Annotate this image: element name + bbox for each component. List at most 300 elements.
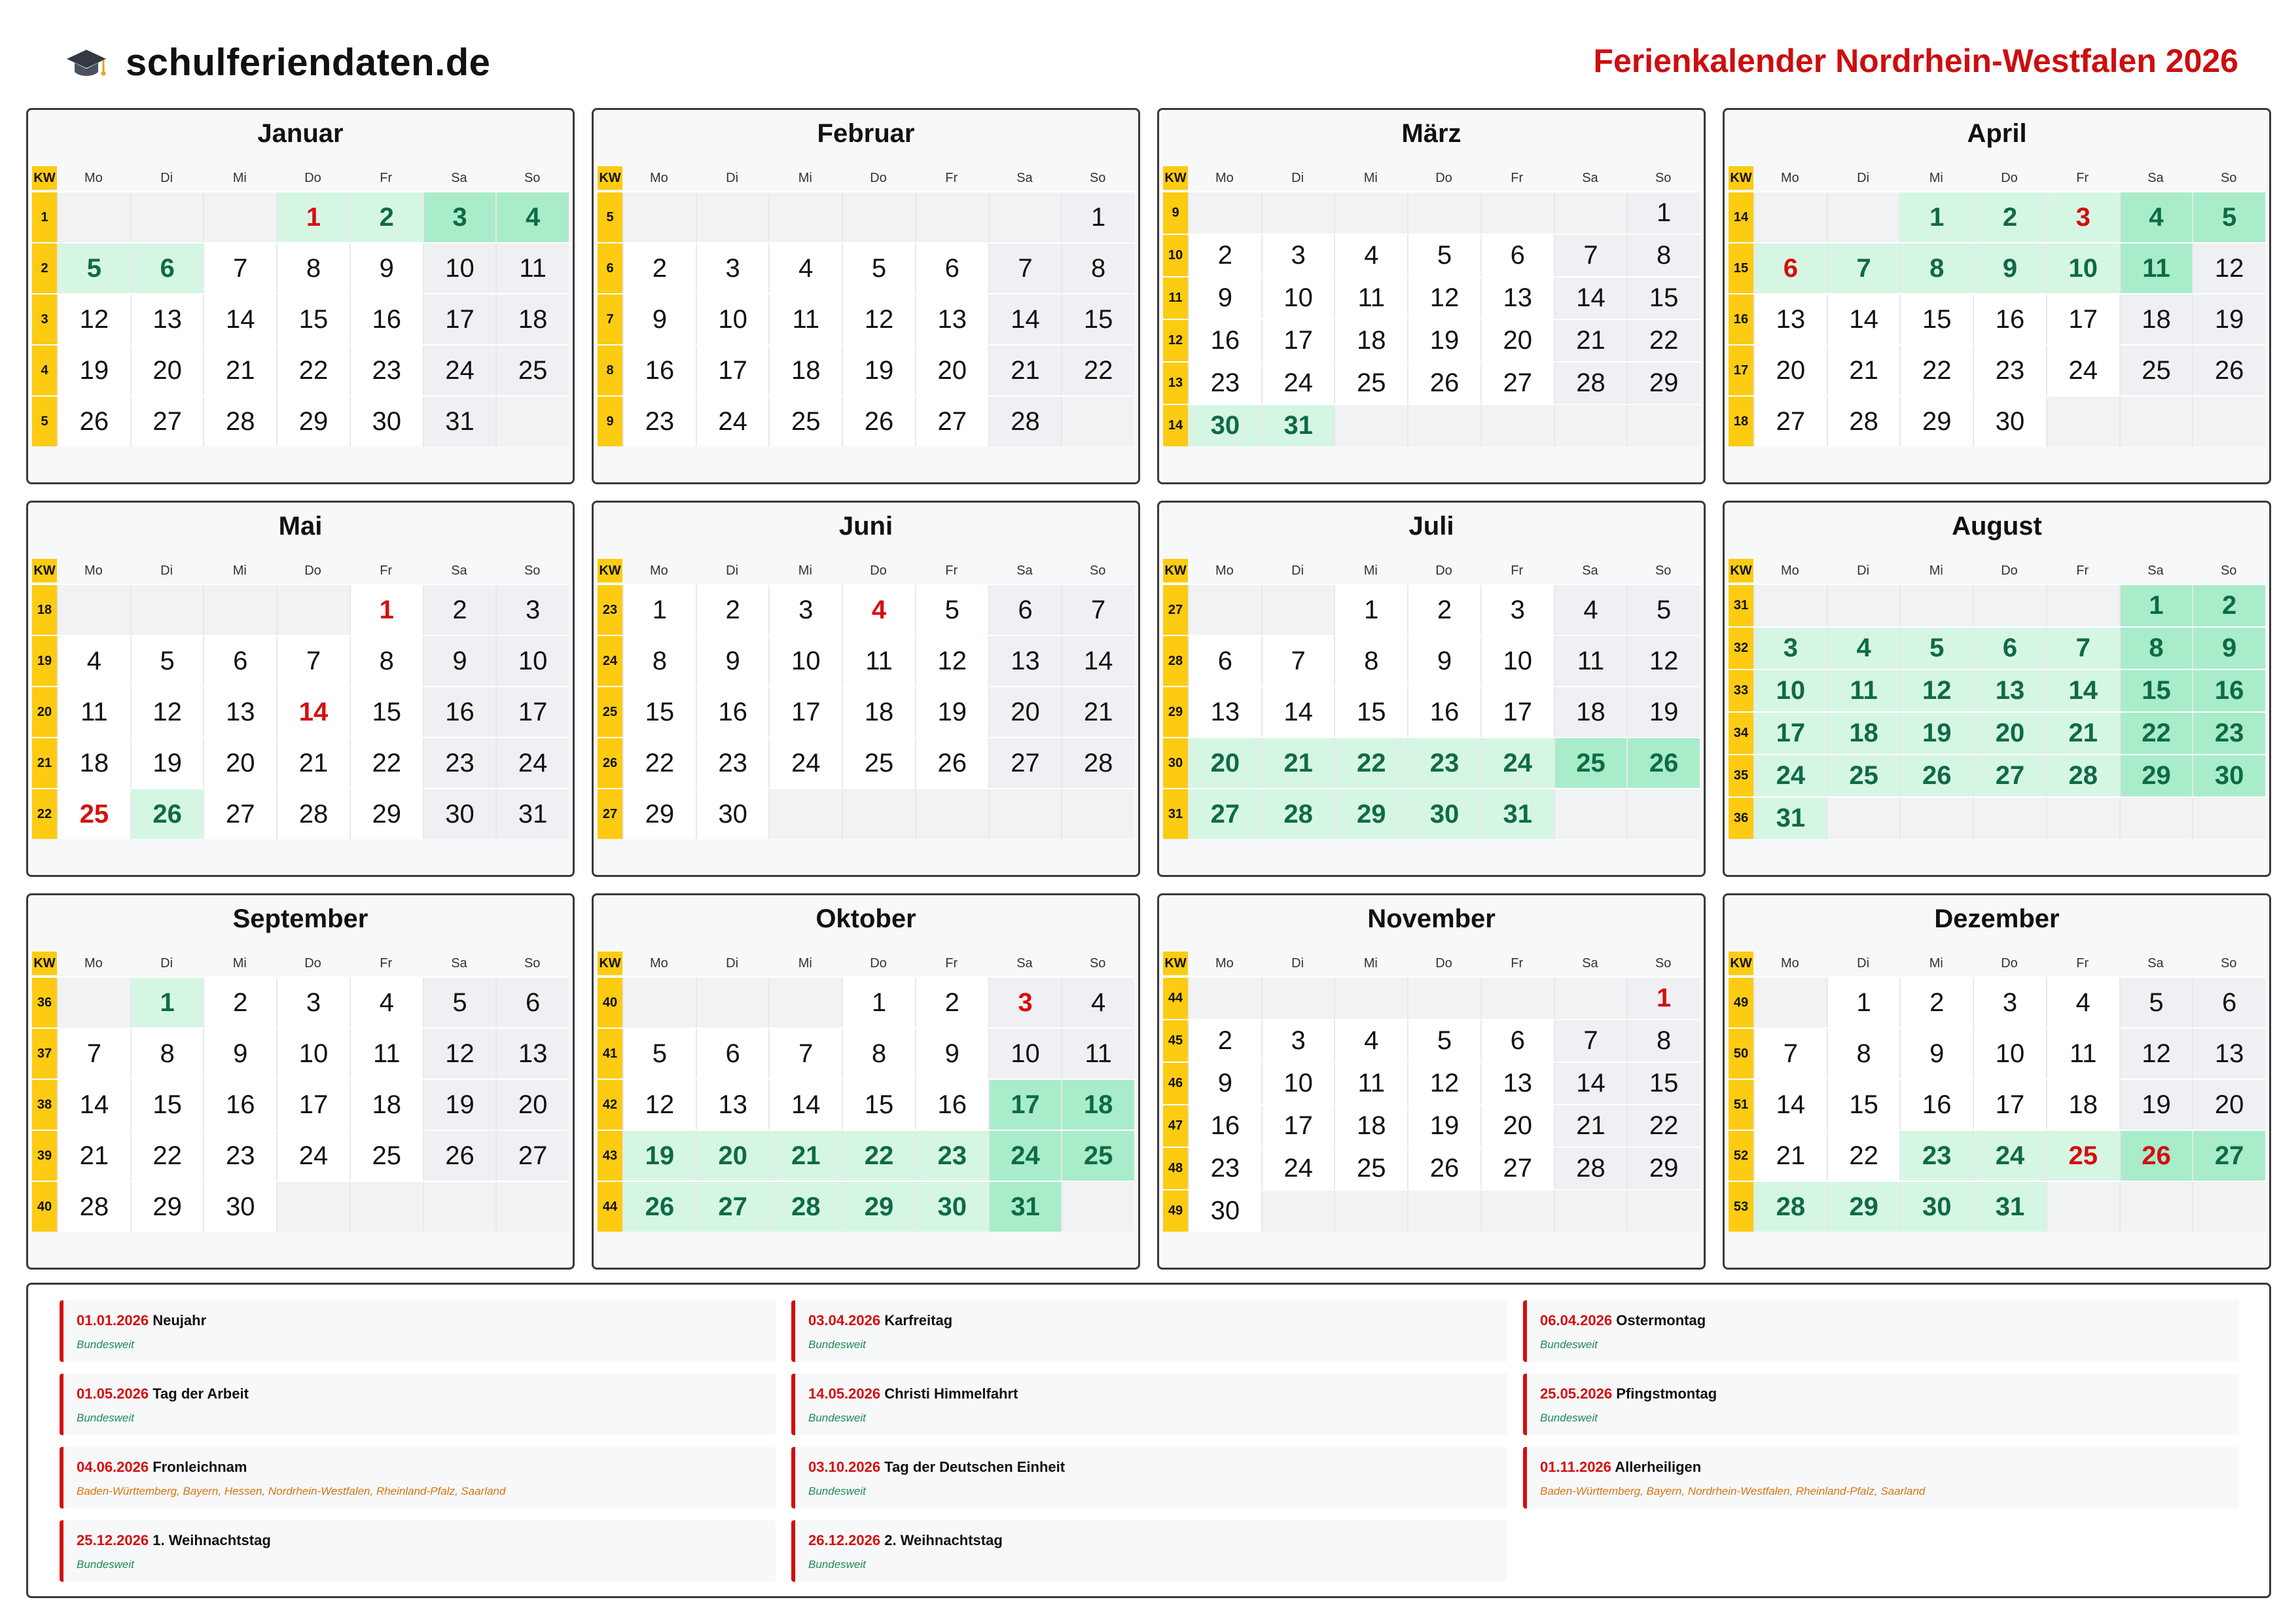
day-cell: 24 xyxy=(768,738,842,788)
week-row xyxy=(1729,754,2265,796)
week-row xyxy=(598,1079,1134,1130)
weekday-label: Mo xyxy=(84,955,103,971)
day-cell: 8 xyxy=(622,636,696,686)
day-cell: 17 xyxy=(1973,1080,2046,1130)
day-cell: 22 xyxy=(1626,1105,1700,1147)
day-cell xyxy=(1827,585,1900,626)
day-cell: 11 xyxy=(768,294,842,344)
day-cell xyxy=(915,192,988,242)
month-grid xyxy=(26,108,2271,1270)
weekday-header xyxy=(598,952,1134,975)
day-cell: 27 xyxy=(495,1131,569,1181)
week-row xyxy=(32,344,569,395)
week-row xyxy=(32,1027,569,1079)
weekday-label: So xyxy=(2220,563,2237,578)
holiday-item xyxy=(1523,1447,2239,1508)
day-cell xyxy=(696,978,769,1027)
holiday-name: Pfingstmontag xyxy=(1616,1385,1717,1402)
weekday-header xyxy=(32,166,569,190)
school-holiday-day: 23 xyxy=(1899,1131,1973,1181)
day-cell: 21 xyxy=(1827,346,1900,395)
day-cell: 11 xyxy=(2046,1029,2119,1079)
school-holiday-day: 29 xyxy=(1827,1182,1900,1232)
month-name: Oktober xyxy=(816,904,916,933)
day-cell: 7 xyxy=(1554,235,1627,276)
holiday-legend xyxy=(26,1283,2271,1598)
weekday-label: Mo xyxy=(84,563,103,578)
day-cell: 16 xyxy=(1188,320,1261,361)
day-cell: 25 xyxy=(842,738,915,788)
day-cell: 19 xyxy=(2119,1080,2193,1130)
public-holiday-day: 1 xyxy=(276,192,350,242)
day-cell: 16 xyxy=(1899,1080,1973,1130)
day-cell: 20 xyxy=(1480,320,1554,361)
public-holiday-day: 6 xyxy=(1753,243,1827,293)
day-cell: 30 xyxy=(696,789,769,839)
day-cell: 19 xyxy=(1626,687,1700,737)
day-cell xyxy=(1554,192,1627,234)
day-cell: 22 xyxy=(350,738,423,788)
weekday-label: Mi xyxy=(232,955,247,971)
holiday-date: 01.05.2026 xyxy=(77,1385,149,1402)
week-number: 24 xyxy=(598,636,622,686)
day-cell xyxy=(1334,1190,1407,1232)
weekday-header xyxy=(1163,166,1700,190)
week-number: 31 xyxy=(1163,789,1188,839)
day-cell: 22 xyxy=(1827,1131,1900,1181)
public-holiday-day: 25 xyxy=(57,789,130,839)
week-row xyxy=(598,584,1134,635)
weekday-label: Sa xyxy=(1016,563,1033,578)
day-cell: 9 xyxy=(696,636,769,686)
day-cell xyxy=(1407,978,1480,1019)
day-cell xyxy=(1626,405,1700,446)
week-row xyxy=(1163,686,1700,737)
weekday-header xyxy=(1729,559,2265,582)
weekday-label: Mi xyxy=(1929,563,1943,578)
school-holiday-day: 16 xyxy=(2192,670,2265,711)
day-cell xyxy=(1407,405,1480,446)
day-cell: 4 xyxy=(1334,1020,1407,1061)
day-cell: 13 xyxy=(1480,277,1554,319)
holiday-date: 01.11.2026 xyxy=(1540,1459,1611,1475)
day-cell xyxy=(1188,978,1261,1019)
school-holiday-day: 29 xyxy=(2119,755,2193,796)
weekday-label: So xyxy=(524,563,541,578)
day-cell xyxy=(2119,397,2193,446)
day-cell: 23 xyxy=(1188,1148,1261,1189)
school-holiday-day: 31 xyxy=(1753,798,1827,839)
day-cell: 3 xyxy=(1480,585,1554,635)
day-cell: 25 xyxy=(350,1131,423,1181)
school-holiday-day: 4 xyxy=(495,192,569,242)
day-cell xyxy=(276,1182,350,1232)
holiday-regions: Bundesweit xyxy=(77,1558,134,1571)
day-cell: 1 xyxy=(622,585,696,635)
day-cell xyxy=(1753,192,1827,242)
week-number: 41 xyxy=(598,1029,622,1079)
holiday-title xyxy=(1540,1312,2226,1329)
day-cell: 22 xyxy=(130,1131,204,1181)
day-cell xyxy=(1188,585,1261,635)
weekday-label: Fr xyxy=(945,955,958,971)
school-holiday-day: 24 xyxy=(988,1131,1062,1181)
day-cell xyxy=(1973,798,2046,839)
week-row xyxy=(598,344,1134,395)
day-cell: 10 xyxy=(1480,636,1554,686)
week-number: 46 xyxy=(1163,1063,1188,1104)
week-row xyxy=(1729,669,2265,711)
day-cell: 11 xyxy=(1554,636,1627,686)
day-cell: 22 xyxy=(1899,346,1973,395)
day-cell: 13 xyxy=(1188,687,1261,737)
day-cell xyxy=(203,585,276,635)
weekday-label: Do xyxy=(2001,955,2018,971)
day-cell: 7 xyxy=(276,636,350,686)
week-number: 53 xyxy=(1729,1182,1753,1232)
week-row xyxy=(32,584,569,635)
day-cell: 21 xyxy=(57,1131,130,1181)
week-number: 40 xyxy=(32,1182,57,1232)
day-cell: 13 xyxy=(130,294,204,344)
school-holiday-day: 10 xyxy=(1753,670,1827,711)
weekday-label: Di xyxy=(1857,955,1870,971)
day-cell: 31 xyxy=(423,397,496,446)
holiday-title xyxy=(77,1312,762,1329)
week-number: 9 xyxy=(1163,192,1188,234)
school-holiday-day: 29 xyxy=(842,1182,915,1232)
day-cell: 21 xyxy=(1061,687,1134,737)
week-number: 11 xyxy=(1163,277,1188,319)
public-holiday-day: 3 xyxy=(2046,192,2119,242)
holiday-date: 04.06.2026 xyxy=(77,1459,149,1475)
weekday-label: Fr xyxy=(2076,170,2089,185)
day-cell: 22 xyxy=(1061,346,1134,395)
day-cell: 6 xyxy=(696,1029,769,1079)
week-number: 12 xyxy=(1163,320,1188,361)
day-cell: 25 xyxy=(2119,346,2193,395)
day-cell: 20 xyxy=(130,346,204,395)
day-cell: 10 xyxy=(495,636,569,686)
public-holiday-day: 1 xyxy=(350,585,423,635)
day-cell xyxy=(1480,192,1554,234)
day-cell: 3 xyxy=(1261,235,1335,276)
day-cell xyxy=(1827,798,1900,839)
day-cell: 9 xyxy=(423,636,496,686)
week-number: 51 xyxy=(1729,1080,1753,1130)
kw-header: KW xyxy=(32,166,57,190)
day-cell: 17 xyxy=(423,294,496,344)
day-cell: 5 xyxy=(423,978,496,1027)
weekday-label: Fr xyxy=(380,170,393,185)
school-holiday-day: 26 xyxy=(1626,738,1700,788)
weekday-label: Di xyxy=(160,170,173,185)
school-holiday-day: 18 xyxy=(1827,713,1900,754)
day-cell xyxy=(1554,1190,1627,1232)
day-cell xyxy=(842,789,915,839)
school-holiday-day: 26 xyxy=(130,789,204,839)
day-cell: 5 xyxy=(2119,978,2193,1027)
day-cell: 4 xyxy=(1334,235,1407,276)
day-cell xyxy=(2192,798,2265,839)
day-cell: 2 xyxy=(203,978,276,1027)
weekday-label: Do xyxy=(2001,563,2018,578)
day-cell: 22 xyxy=(276,346,350,395)
day-cell: 1 xyxy=(842,978,915,1027)
day-cell xyxy=(1753,585,1827,626)
month-card xyxy=(26,108,575,484)
week-rows xyxy=(1163,191,1700,446)
day-cell: 2 xyxy=(915,978,988,1027)
holiday-name: 1. Weihnachtstag xyxy=(152,1532,271,1548)
day-cell xyxy=(1626,1190,1700,1232)
school-holiday-day: 8 xyxy=(2119,628,2193,669)
day-cell: 10 xyxy=(1261,1063,1335,1104)
school-holiday-day: 20 xyxy=(696,1131,769,1181)
day-cell: 4 xyxy=(1554,585,1627,635)
day-cell: 11 xyxy=(842,636,915,686)
week-rows xyxy=(1163,976,1700,1232)
weekday-label: Sa xyxy=(2147,955,2164,971)
school-holiday-day: 17 xyxy=(1753,713,1827,754)
day-cell: 28 xyxy=(988,397,1062,446)
day-cell: 27 xyxy=(1480,363,1554,404)
holiday-title xyxy=(808,1459,1494,1476)
public-holiday-day: 3 xyxy=(988,978,1062,1027)
week-number: 7 xyxy=(598,294,622,344)
weekday-label: So xyxy=(1655,170,1672,185)
kw-header: KW xyxy=(1729,559,1753,582)
day-cell: 17 xyxy=(696,346,769,395)
day-cell: 11 xyxy=(1061,1029,1134,1079)
day-cell: 27 xyxy=(130,397,204,446)
day-cell: 2 xyxy=(696,585,769,635)
holiday-title xyxy=(808,1532,1494,1549)
day-cell: 24 xyxy=(276,1131,350,1181)
weekday-label: Do xyxy=(1435,563,1452,578)
day-cell: 14 xyxy=(1554,277,1627,319)
weekday-label: Mi xyxy=(798,170,812,185)
week-number: 9 xyxy=(598,397,622,446)
school-holiday-day: 12 xyxy=(1899,670,1973,711)
day-cell: 17 xyxy=(768,687,842,737)
holiday-regions: Bundesweit xyxy=(1540,1412,1598,1424)
day-cell: 11 xyxy=(1334,1063,1407,1104)
weekday-label: Fr xyxy=(1511,170,1524,185)
week-number: 33 xyxy=(1729,670,1753,711)
school-holiday-day: 1 xyxy=(1899,192,1973,242)
school-holiday-day: 23 xyxy=(915,1131,988,1181)
day-cell xyxy=(1261,1190,1335,1232)
weekday-label: Di xyxy=(1857,563,1870,578)
day-cell: 8 xyxy=(276,243,350,293)
day-cell: 25 xyxy=(1334,363,1407,404)
week-number: 49 xyxy=(1163,1190,1188,1232)
school-holiday-day: 22 xyxy=(842,1131,915,1181)
week-row xyxy=(598,1181,1134,1232)
school-holiday-day: 31 xyxy=(1973,1182,2046,1232)
day-cell xyxy=(1480,405,1554,446)
day-cell: 9 xyxy=(1188,277,1261,319)
day-cell: 6 xyxy=(915,243,988,293)
week-number: 3 xyxy=(32,294,57,344)
week-number: 2 xyxy=(32,243,57,293)
day-cell: 23 xyxy=(423,738,496,788)
week-rows xyxy=(1729,191,2265,446)
weekday-label: Mo xyxy=(1215,955,1234,971)
day-cell: 7 xyxy=(1554,1020,1627,1061)
school-holiday-day: 15 xyxy=(2119,670,2193,711)
day-cell: 6 xyxy=(495,978,569,1027)
day-cell: 16 xyxy=(1973,294,2046,344)
day-cell: 13 xyxy=(915,294,988,344)
weekday-header xyxy=(1163,559,1700,582)
day-cell: 22 xyxy=(622,738,696,788)
day-cell: 24 xyxy=(696,397,769,446)
weekday-label: Mi xyxy=(1363,563,1378,578)
week-row xyxy=(1729,293,2265,344)
weekday-label: So xyxy=(1089,170,1106,185)
month-name: August xyxy=(1952,512,2042,541)
day-cell: 4 xyxy=(1061,978,1134,1027)
day-cell: 26 xyxy=(915,738,988,788)
week-number: 1 xyxy=(32,192,57,242)
school-holiday-day: 25 xyxy=(1554,738,1627,788)
day-cell: 8 xyxy=(130,1029,204,1079)
school-holiday-day: 28 xyxy=(1261,789,1335,839)
week-row xyxy=(1163,737,1700,788)
day-cell: 16 xyxy=(915,1080,988,1130)
day-cell: 2 xyxy=(1188,235,1261,276)
school-holiday-day: 2 xyxy=(1973,192,2046,242)
week-row xyxy=(1163,584,1700,635)
day-cell: 4 xyxy=(768,243,842,293)
week-row xyxy=(32,191,569,242)
day-cell: 24 xyxy=(1261,1148,1335,1189)
day-cell: 17 xyxy=(1480,687,1554,737)
day-cell xyxy=(57,978,130,1027)
day-cell: 26 xyxy=(423,1131,496,1181)
day-cell: 10 xyxy=(768,636,842,686)
weekday-label: So xyxy=(2220,170,2237,185)
day-cell: 19 xyxy=(1407,1105,1480,1147)
day-cell: 23 xyxy=(1188,363,1261,404)
week-row xyxy=(598,293,1134,344)
school-holiday-day: 1 xyxy=(2119,585,2193,626)
week-row xyxy=(1729,191,2265,242)
day-cell: 3 xyxy=(1261,1020,1335,1061)
day-cell: 3 xyxy=(276,978,350,1027)
holiday-name: Tag der Arbeit xyxy=(152,1385,249,1402)
day-cell: 12 xyxy=(2119,1029,2193,1079)
day-cell: 6 xyxy=(988,585,1062,635)
day-cell xyxy=(1407,192,1480,234)
holiday-regions: Bundesweit xyxy=(808,1485,866,1497)
day-cell: 29 xyxy=(1626,1148,1700,1189)
week-row xyxy=(32,737,569,788)
holiday-title xyxy=(77,1459,762,1476)
week-row xyxy=(32,686,569,737)
day-cell: 13 xyxy=(1480,1063,1554,1104)
day-cell: 8 xyxy=(1626,1020,1700,1061)
week-number: 28 xyxy=(1163,636,1188,686)
day-cell: 19 xyxy=(130,738,204,788)
day-cell: 19 xyxy=(915,687,988,737)
site-logo[interactable] xyxy=(65,41,490,84)
week-number: 20 xyxy=(32,687,57,737)
day-cell: 8 xyxy=(842,1029,915,1079)
day-cell: 27 xyxy=(915,397,988,446)
day-cell: 17 xyxy=(276,1080,350,1130)
day-cell: 31 xyxy=(495,789,569,839)
week-number: 4 xyxy=(32,346,57,395)
week-row xyxy=(32,293,569,344)
day-cell: 23 xyxy=(350,346,423,395)
day-cell: 4 xyxy=(2046,978,2119,1027)
day-cell: 28 xyxy=(1554,1148,1627,1189)
week-number: 23 xyxy=(598,585,622,635)
day-cell: 25 xyxy=(495,346,569,395)
month-card xyxy=(1723,108,2271,484)
day-cell: 21 xyxy=(276,738,350,788)
week-rows xyxy=(1729,976,2265,1232)
day-cell: 9 xyxy=(1188,1063,1261,1104)
week-number: 22 xyxy=(32,789,57,839)
day-cell xyxy=(1480,978,1554,1019)
week-number: 15 xyxy=(1729,243,1753,293)
holiday-regions: Bundesweit xyxy=(77,1338,134,1351)
holiday-name: Karfreitag xyxy=(884,1312,953,1329)
day-cell: 15 xyxy=(1827,1080,1900,1130)
weekday-label: So xyxy=(1655,955,1672,971)
day-cell: 14 xyxy=(203,294,276,344)
day-cell: 7 xyxy=(1061,585,1134,635)
holiday-item xyxy=(1523,1300,2239,1362)
day-cell: 2 xyxy=(1188,1020,1261,1061)
day-cell: 9 xyxy=(1899,1029,1973,1079)
day-cell: 19 xyxy=(423,1080,496,1130)
day-cell: 20 xyxy=(203,738,276,788)
day-cell: 29 xyxy=(622,789,696,839)
day-cell: 9 xyxy=(1407,636,1480,686)
holiday-regions: Baden-Württemberg, Bayern, Hessen, Nordrhein-Westfalen, Rheinland-Pfalz, Saarland xyxy=(77,1485,506,1497)
day-cell: 6 xyxy=(1480,1020,1554,1061)
holiday-name: Ostermontag xyxy=(1616,1312,1706,1329)
month-name: September xyxy=(232,904,368,933)
day-cell: 20 xyxy=(915,346,988,395)
day-cell: 27 xyxy=(988,738,1062,788)
day-cell xyxy=(1334,405,1407,446)
holiday-date: 25.05.2026 xyxy=(1540,1385,1613,1402)
holiday-title xyxy=(1540,1385,2226,1402)
month-card xyxy=(1157,501,1706,877)
week-row xyxy=(32,242,569,293)
week-rows xyxy=(1729,584,2265,839)
day-cell: 15 xyxy=(1626,1063,1700,1104)
day-cell: 22 xyxy=(1626,320,1700,361)
week-number: 34 xyxy=(1729,713,1753,754)
day-cell: 20 xyxy=(988,687,1062,737)
school-holiday-day: 23 xyxy=(1407,738,1480,788)
holiday-list xyxy=(60,1300,2239,1582)
week-number: 32 xyxy=(1729,628,1753,669)
day-cell: 10 xyxy=(696,294,769,344)
day-cell: 20 xyxy=(1753,346,1827,395)
week-number: 16 xyxy=(1729,294,1753,344)
week-row xyxy=(598,635,1134,686)
day-cell: 7 xyxy=(1261,636,1335,686)
day-cell xyxy=(622,978,696,1027)
